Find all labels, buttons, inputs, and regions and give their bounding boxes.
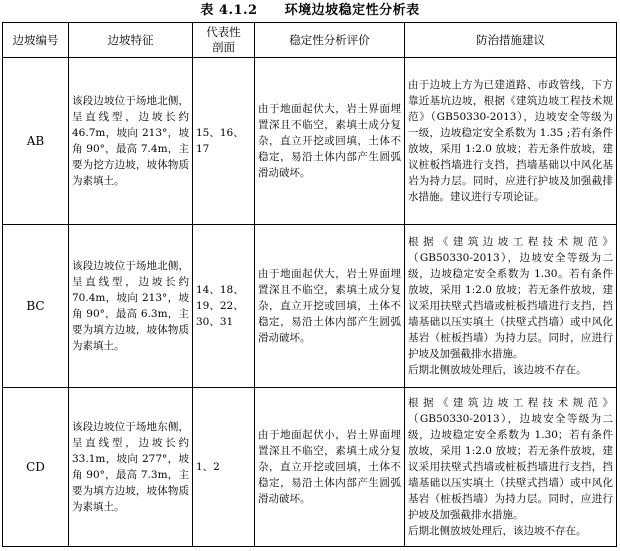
analysis-cell: 由于地面起伏小，岩土界面埋置深且不临空，素填土成分复杂，直立开挖或回填，土体不稳定，易沿土体内部产生圆弧滑动破坏。 (255, 388, 405, 547)
header-slope-feature: 边坡特征 (69, 23, 193, 58)
slope-id-cell: CD (3, 388, 69, 547)
measures-cell: 根据《建筑边坡工程技术规范》（GB50330-2013），边坡安全等级为二级，边坡稳定安全系数为 1.30；若有条件放坡，采用 1:2.0 放坡；若无条件放坡，建议采用扶壁式挡墙或桩板挡墙进行支挡，挡墙基础以压实填土（扶壁式挡墙）或中风化基岩（桩板挡墙）为持力层。同时，应进行护坡及加强截排水措施。 后期北侧放坡处理后，该边坡不存在。 (405, 388, 617, 547)
header-stability-analysis: 稳定性分析评价 (255, 23, 405, 58)
slope-feature-cell: 该段边坡位于场地北侧，呈直线型，边坡长约 46.7m，坡向 213°，坡角 90°，最高 7.4m，主要为挖方边坡，坡体物质为素填土。 (69, 58, 193, 225)
section-cell: 15、16、17 (193, 58, 255, 225)
measures-cell: 根据《建筑边坡工程技术规范》（GB50330-2013），边坡安全等级为二级，边坡稳定安全系数为 1.30。若有条件放坡，采用 1:2.0 放坡；若无条件放坡，建议采用扶壁式挡墙或桩板挡墙进行支挡，挡墙基础以压实填土（扶壁式挡墙）或中风化基岩（桩板挡墙）为持力层。同时，应进行护坡及加强截排水措施。 后期北侧放坡处理后，该边坡不存在。 (405, 225, 617, 388)
section-cell: 14、18、19、22、30、31 (193, 225, 255, 388)
header-representative-section: 代表性 剖面 (193, 23, 255, 58)
table-row (3, 388, 617, 547)
slope-feature-cell: 该段边坡位于场地北侧，呈直线型，边坡长约 70.4m，坡向 213°，坡角 90°，最高 6.3m，主要为填方边坡，坡体物质为素填土。 (69, 225, 193, 388)
section-cell: 1、2 (193, 388, 255, 547)
header-prevention-measures: 防治措施建议 (405, 23, 617, 58)
analysis-cell: 由于地面起伏大，岩土界面埋置深且不临空，素填土成分复杂，直立开挖或回填，土体不稳定，易沿土体内部产生圆弧滑动破坏。 (255, 225, 405, 388)
table-row (3, 225, 617, 388)
table-row (3, 58, 617, 225)
slope-id-cell: AB (3, 58, 69, 225)
slope-stability-table (2, 22, 617, 547)
slope-id-cell: BC (3, 225, 69, 388)
measures-cell: 由于边坡上方为已建道路、市政管线，下方靠近基坑边坡，根据《建筑边坡工程技术规范》（GB50330-2013），边坡安全等级为一级，边坡稳定安全系数为 1.35 ;若有条件放坡，采用 1:2.0 放坡；若无条件放坡，建议桩板挡墙进行支挡，挡墙基础以中风化基岩为持力层。同时，应进行护坡及加强截排水措施。建议进行专项论证。 (405, 58, 617, 225)
analysis-cell: 由于地面起伏大，岩土界面埋置深且不临空，素填土成分复杂，直立开挖或回填，土体不稳定，易沿土体内部产生圆弧滑动破坏。 (255, 58, 405, 225)
table-header-row (3, 23, 617, 58)
header-slope-id: 边坡编号 (3, 23, 69, 58)
table-caption: 表 4.1.2 环境边坡稳定性分析表 (200, 3, 420, 18)
slope-feature-cell: 该段边坡位于场地东侧，呈直线型，边坡长约 33.1m，坡向 277°，坡角 90°，最高 7.3m，主要为填方边坡，坡体物质为素填土。 (69, 388, 193, 547)
